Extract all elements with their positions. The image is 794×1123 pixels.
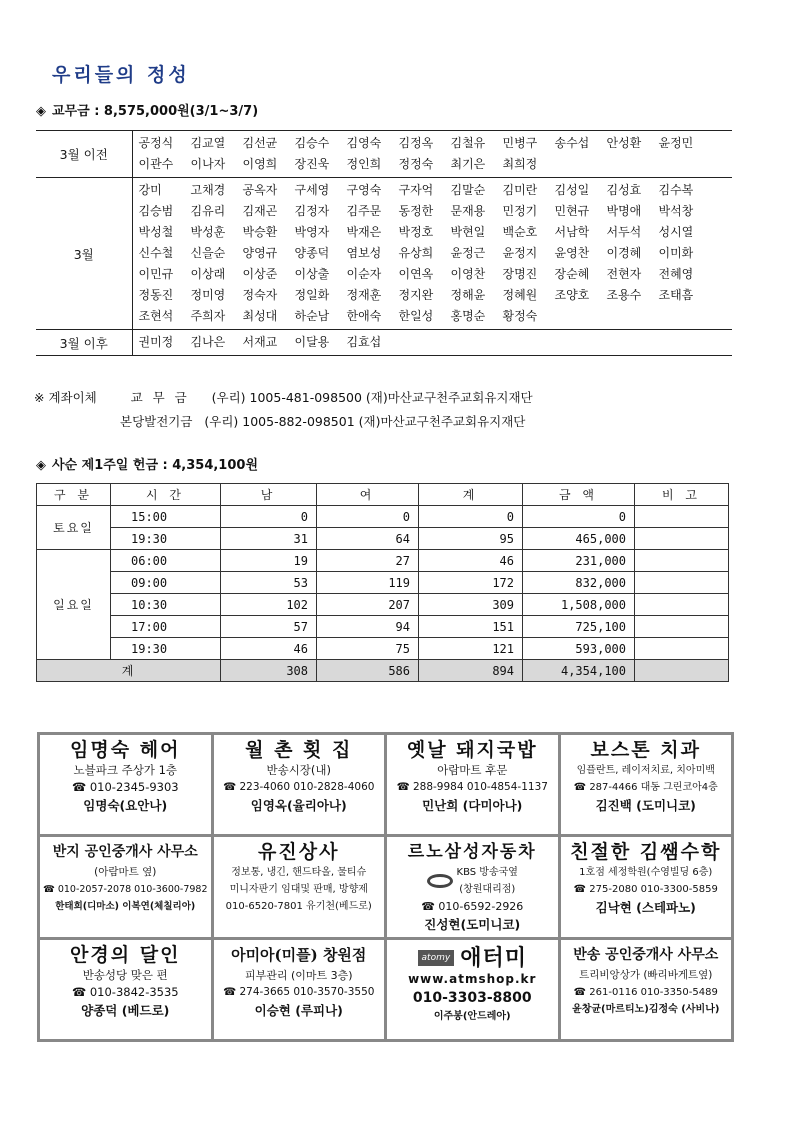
donor-name: 이나자	[190, 157, 226, 171]
phone-text: ☎ 261-0116 010-3350-5489	[573, 986, 718, 998]
atomy-logo: atomy	[418, 950, 455, 966]
ad-name: 옛날 돼지국밥	[406, 739, 538, 761]
donor-name: 공옥자	[242, 183, 278, 197]
ad-person: 한태희(디마소) 이복연(체칠리아)	[55, 901, 196, 913]
phone-text: ☎ 010-2345-9303	[71, 780, 179, 794]
donor-name: 한애숙	[346, 309, 382, 323]
donor-name: 장순혜	[554, 267, 590, 281]
ad-box: 보스톤 치과 임플란트, 레이저치료, 치아미백 ☎ 287-4466 대동 그린코아4층 김진백 (도미니코)	[561, 735, 732, 834]
period-label: 3월 이후	[36, 330, 132, 356]
donor-name: 전혜영	[658, 267, 694, 281]
donor-name: 김승범	[138, 204, 174, 218]
phone-text: ☎ 288-9984 010-4854-1137	[396, 781, 548, 793]
donor-name: 박재은	[346, 225, 382, 239]
donor-name: 김선균	[242, 136, 278, 150]
day-label: 토요일	[37, 506, 111, 550]
ad-box: 아미아(미플) 창원점 피부관리 (이마트 3층) ☎ 274-3665 010-3570-3550 이승현 (루피나)	[214, 940, 385, 1039]
ad-person: 윤창균(마르티노)김정숙 (사비나)	[572, 1003, 720, 1015]
account-line: 본당발전기금 (우리) 1005-882-098501 (재)마산교구천주교회유지재단	[120, 414, 526, 429]
ad-name: 반지 공인중개사 사무소	[52, 844, 198, 861]
donor-name: 전현자	[606, 267, 642, 281]
ad-person: 010-6520-7801 유기천(베드로)	[225, 901, 372, 913]
donor-name: 강미	[138, 183, 162, 197]
donor-name: 정지완	[398, 288, 434, 302]
ad-box: 반송 공인중개사 사무소 트리비앙상가 (빠리바게트옆) ☎ 261-0116 010-3350-5489 윤창균(마르티노)김정숙 (사비나)	[561, 940, 732, 1039]
table-row: 일요일 06:00 19 27 46 231,000	[37, 550, 729, 572]
attendance-table	[36, 483, 729, 682]
donor-name: 김승수	[294, 136, 330, 150]
donor-name: 박성철	[138, 225, 174, 239]
ad-person: 민난희 (다미아나)	[422, 798, 523, 813]
donor-name: 윤정지	[502, 246, 538, 260]
ad-name: 월 촌 횟 집	[245, 739, 353, 761]
donor-name: 유상희	[398, 246, 434, 260]
table-header-row: 구 분 시 간 남 여 계 금 액 비 고	[37, 484, 729, 506]
donor-name: 민현규	[554, 204, 590, 218]
table-row: 19:30 31 64 95 465,000	[37, 528, 729, 550]
donor-name: 최희정	[502, 157, 538, 171]
donor-name: 최성대	[242, 309, 278, 323]
name-grid	[139, 134, 727, 174]
donor-name: 고채경	[190, 183, 226, 197]
ad-person: 임영옥(율리아나)	[250, 798, 347, 813]
ad-name: 유진상사	[258, 841, 340, 864]
donor-name: 장명진	[502, 267, 538, 281]
offering-table	[36, 130, 732, 356]
donor-name: 김효섭	[346, 335, 382, 349]
donor-name: 황정숙	[502, 309, 538, 323]
ad-grid	[37, 732, 734, 1042]
ad-name: 임명숙 헤어	[70, 739, 181, 761]
donor-name: 이상래	[190, 267, 226, 281]
donor-name: 백순호	[502, 225, 538, 239]
donor-name: 김철유	[450, 136, 486, 150]
ad-name: 르노삼성자동차	[407, 842, 537, 863]
ad-name: 애터미	[460, 944, 527, 971]
table-row	[36, 131, 732, 178]
phone-text: 010-3303-8800	[412, 989, 532, 1006]
donor-name: 구자억	[398, 183, 434, 197]
donor-name: 정인희	[346, 157, 382, 171]
donor-name: 서두석	[606, 225, 642, 239]
donor-name: 공정식	[138, 136, 174, 150]
donor-name: 박석창	[658, 204, 694, 218]
donor-name: 이미화	[658, 246, 694, 260]
donor-name: 양종덕	[294, 246, 330, 260]
donor-name: 서재교	[242, 335, 278, 349]
offering-heading: ◈ 교무금 : 8,575,000원(3/1~3/7)	[36, 104, 259, 119]
cash-heading: ◈ 사순 제1주일 헌금 : 4,354,100원	[36, 458, 259, 473]
donor-name: 장진욱	[294, 157, 330, 171]
donor-name: 이달용	[294, 335, 330, 349]
name-list	[132, 178, 732, 330]
donor-name: 권미정	[138, 335, 174, 349]
name-list	[132, 131, 732, 178]
ad-box	[387, 940, 558, 1039]
donor-name: 박명애	[606, 204, 642, 218]
donor-name: 안성환	[606, 136, 642, 150]
donor-name: 서남학	[554, 225, 590, 239]
donor-name: 이경혜	[606, 246, 642, 260]
donor-name: 정정숙	[398, 157, 434, 171]
ad-box: 친절한 김쌤수학 1호점 세정학원(수영빌딩 6층) ☎ 275-2080 010-3300-5859 김낙현 (스테파노)	[561, 837, 732, 936]
table-row: 17:00 57 94 151 725,100	[37, 616, 729, 638]
donor-name: 구세영	[294, 183, 330, 197]
donor-name: 이상준	[242, 267, 278, 281]
donor-name: 민병구	[502, 136, 538, 150]
donor-name: 문재용	[450, 204, 486, 218]
donor-name: 한일성	[398, 309, 434, 323]
diamond-icon: ◈	[36, 458, 46, 473]
ad-person: 김낙현 (스테파노)	[595, 900, 696, 916]
ad-person: 양종덕 (베드로)	[81, 1002, 170, 1018]
donor-name: 박성훈	[190, 225, 226, 239]
ad-box: 안경의 달인 반송성당 맞은 편 ☎ 010-3842-3535 양종덕 (베드로)	[40, 940, 211, 1039]
ad-box: 유진상사 정보통, 냉긴, 핸드타올, 물티슈 미니자판기 임대및 판매, 방향제 010-6520-7801 유기천(베드로)	[214, 837, 385, 936]
donor-name: 정동진	[138, 288, 174, 302]
donor-name: 정해윤	[450, 288, 486, 302]
donor-name: 최기은	[450, 157, 486, 171]
phone-text: ☎ 275-2080 010-3300-5859	[573, 884, 718, 896]
donor-name: 조현석	[138, 309, 174, 323]
name-grid	[139, 181, 727, 326]
table-row	[36, 330, 732, 356]
table-row: 10:30 102 207 309 1,508,000	[37, 594, 729, 616]
ad-box: 옛날 돼지국밥 아람마트 후문 ☎ 288-9984 010-4854-1137 민난희 (다미아나)	[387, 735, 558, 834]
donor-name: 이영찬	[450, 267, 486, 281]
donor-name: 김정옥	[398, 136, 434, 150]
donor-name: 김유리	[190, 204, 226, 218]
donor-name: 동정한	[398, 204, 434, 218]
donor-name: 김주문	[346, 204, 382, 218]
donor-name: 이영희	[242, 157, 278, 171]
donor-name: 김교열	[190, 136, 226, 150]
donor-name: 이순자	[346, 267, 382, 281]
table-row: 09:00 53 119 172 832,000	[37, 572, 729, 594]
donor-name: 김성일	[554, 183, 590, 197]
donor-name: 주희자	[190, 309, 226, 323]
donor-name: 박영자	[294, 225, 330, 239]
donor-name: 김정자	[294, 204, 330, 218]
donor-name: 윤정근	[450, 246, 486, 260]
donor-name: 김영숙	[346, 136, 382, 150]
ad-person: 임명숙(요안나)	[83, 798, 168, 813]
ad-name: 아미아(미플) 창원점	[231, 945, 367, 964]
donor-name: 김성효	[606, 183, 642, 197]
ad-person: 이주봉(안드레아)	[433, 1010, 511, 1022]
period-label: 3월 이전	[36, 131, 132, 178]
name-grid	[139, 333, 727, 352]
phone-text: ☎ 287-4466 대동 그린코아4층	[573, 782, 718, 793]
car-logo-icon	[427, 874, 453, 888]
donor-name: 이민규	[138, 267, 174, 281]
phone-text: ☎ 010-2057-2078 010-3600-7982	[42, 884, 208, 896]
donor-name: 김재곤	[242, 204, 278, 218]
account-line: ※ 계좌이체 교 무 금 (우리) 1005-481-098500 (재)마산교구천주교회유지재단	[34, 390, 533, 405]
donor-name: 신수철	[138, 246, 174, 260]
donor-name: 송수섭	[554, 136, 590, 150]
period-label: 3월	[36, 178, 132, 330]
name-list	[132, 330, 732, 356]
ad-box: 월 촌 횟 집 반송시장(내) ☎ 223-4060 010-2828-4060 임영옥(율리아나)	[214, 735, 385, 834]
donor-name: 이관수	[138, 157, 174, 171]
ad-person: 이승현 (루피나)	[254, 1002, 343, 1018]
phone-text: ☎ 010-6592-2926	[421, 900, 524, 914]
phone-text: ☎ 010-3842-3535	[71, 984, 179, 999]
diamond-icon: ◈	[36, 104, 46, 119]
donor-name: 조태흠	[658, 288, 694, 302]
ad-name: 보스톤 치과	[590, 739, 701, 761]
donor-name: 김미란	[502, 183, 538, 197]
donor-name: 염보성	[346, 246, 382, 260]
ad-person: 김진백 (도미니코)	[595, 798, 696, 813]
phone-text: ☎ 274-3665 010-3570-3550	[223, 985, 375, 998]
ad-name: 안경의 달인	[70, 943, 181, 966]
donor-name: 하순남	[294, 309, 330, 323]
day-label: 일요일	[37, 550, 111, 660]
donor-name: 박정호	[398, 225, 434, 239]
ad-name: 친절한 김쌤수학	[570, 841, 722, 864]
ad-box: 임명숙 헤어 노블파크 주상가 1층 ☎ 010-2345-9303 임명숙(요안나)	[40, 735, 211, 834]
ad-name: 반송 공인중개사 사무소	[573, 946, 719, 963]
table-row	[36, 178, 732, 330]
donor-name: 정일화	[294, 288, 330, 302]
donor-name: 성시열	[658, 225, 694, 239]
donor-name: 조양호	[554, 288, 590, 302]
table-row: 토요일 15:00 0 0 0 0	[37, 506, 729, 528]
donor-name: 구영숙	[346, 183, 382, 197]
donor-name: 조용수	[606, 288, 642, 302]
donor-name: 윤영찬	[554, 246, 590, 260]
donor-name: 김나은	[190, 335, 226, 349]
donor-name: 정재훈	[346, 288, 382, 302]
donor-name: 윤정민	[658, 136, 694, 150]
donor-name: 이상출	[294, 267, 330, 281]
website-text: www.atmshop.kr	[408, 971, 537, 986]
donor-name: 정미영	[190, 288, 226, 302]
table-row: 19:30 46 75 121 593,000	[37, 638, 729, 660]
donor-name: 홍명순	[450, 309, 486, 323]
donor-name: 박현일	[450, 225, 486, 239]
ad-box: 르노삼성자동차 KBS 방송국옆 (창원대리점) ☎ 010-6592-2926 진성현(도미니코)	[387, 837, 558, 936]
donor-name: 김말순	[450, 183, 486, 197]
donor-name: 정숙자	[242, 288, 278, 302]
donor-name: 김수복	[658, 183, 694, 197]
donor-name: 민정기	[502, 204, 538, 218]
donor-name: 정혜원	[502, 288, 538, 302]
phone-text: ☎ 223-4060 010-2828-4060	[223, 781, 375, 793]
ad-box: 반지 공인중개사 사무소 (아람마트 옆) ☎ 010-2057-2078 010-3600-7982 한태희(디마소) 이복연(체칠리아)	[40, 837, 211, 936]
ad-person: 진성현(도미니코)	[424, 917, 521, 933]
donor-name: 신을순	[190, 246, 226, 260]
total-row: 계 308 586 894 4,354,100	[37, 660, 729, 682]
donor-name: 양영규	[242, 246, 278, 260]
page-title: 우리들의 정성	[52, 64, 190, 86]
donor-name: 박승환	[242, 225, 278, 239]
donor-name: 이연옥	[398, 267, 434, 281]
